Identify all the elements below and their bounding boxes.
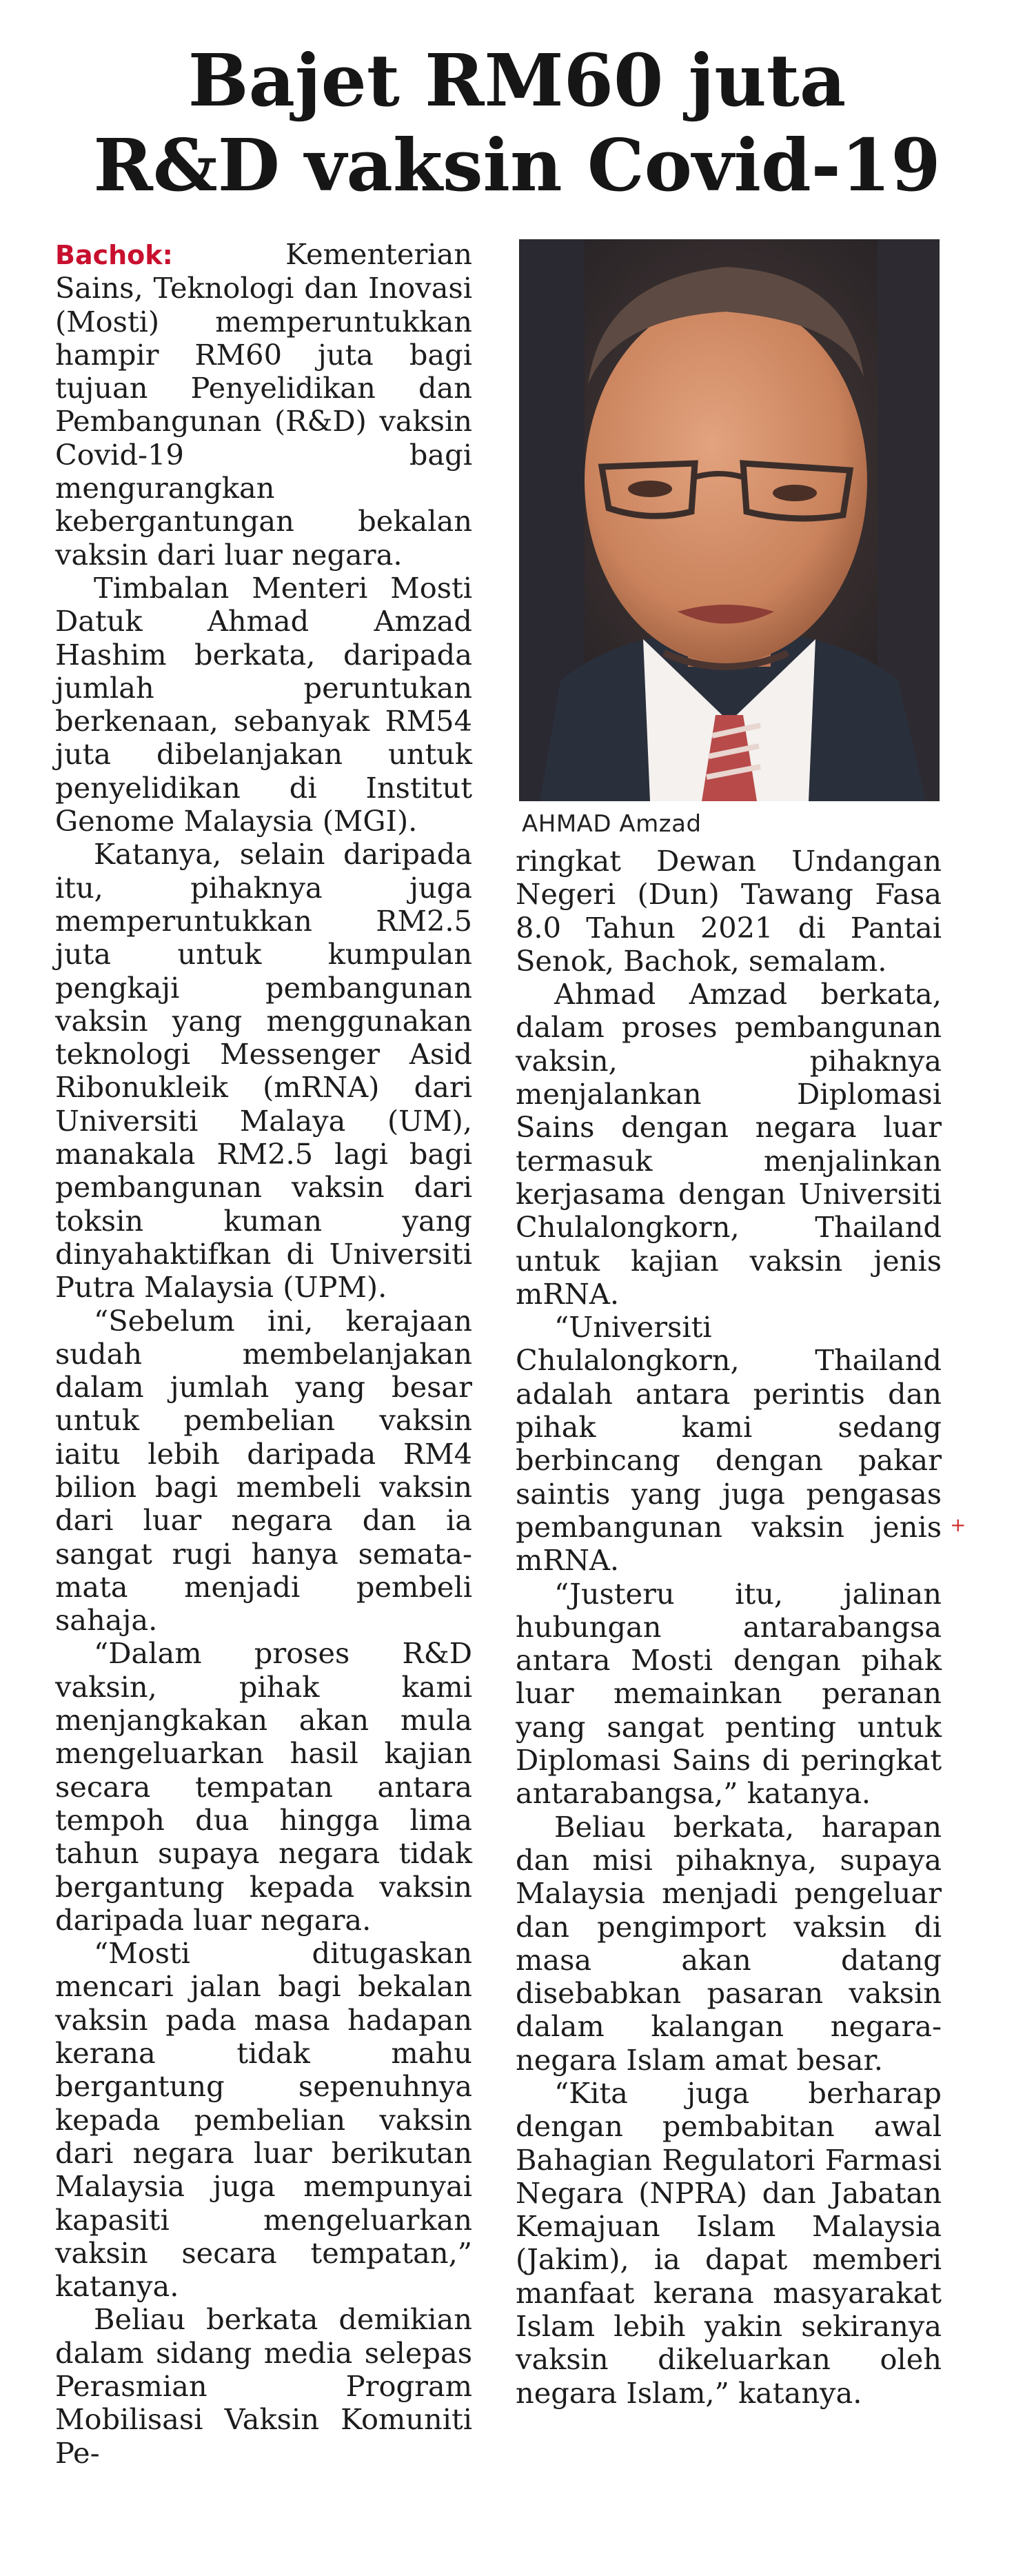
- paragraph: “Justeru itu, jalinan hubungan antarabangsa antara Mosti dengan pihak luar memainkan peranan yang sangat penting untuk Diplomasi Sains di peringkat antarabangsa,” katanya.: [516, 1576, 942, 1811]
- paragraph: Beliau berkata, harapan dan misi pihaknya, supaya Malaysia menjadi pengeluar dan pengimport vaksin di masa akan datang disebabkan pasaran vaksin dalam kalangan negara-negara Islam amat besar.: [516, 1809, 942, 2077]
- article-column-left: [55, 238, 472, 2470]
- photo-caption: AHMAD Amzad: [522, 810, 702, 838]
- paragraph: “Sebelum ini, kerajaan sudah membelanjakan dalam jumlah yang besar untuk pembelian vaksin iaitu lebih daripada RM4 bilion bagi membeli vaksin dari luar negara dan ia sangat rugi hanya semata-mata menjadi pembeli sahaja.: [55, 1303, 472, 1638]
- paragraph: Timbalan Menteri Mosti Datuk Ahmad Amzad Hashim berkata, daripada jumlah peruntukan berkenaan, sebanyak RM54 juta dibelanjakan untuk penyelidikan di Institut Genome Malaysia (MGI).: [55, 570, 472, 838]
- headline-line-2: R&D vaksin Covid-19: [93, 123, 941, 208]
- paragraph: “Universiti Chulalongkorn, Thailand adalah antara perintis dan pihak kami sedang berbincang dengan pakar saintis yang juga pengasas pembangunan vaksin jenis mRNA.: [516, 1310, 942, 1578]
- paragraph: Katanya, selain daripada itu, pihaknya juga memperuntukkan RM2.5 juta untuk kumpulan pengkaji pembangunan vaksin yang menggunakan teknologi Messenger Asid Ribonukleik (mRNA) dari Universiti Malaya (UM), manakala RM2.5 lagi bagi pembangunan vaksin dari toksin kuman yang dinyahaktifkan di Universiti Putra Malaysia (UPM).: [55, 837, 472, 1305]
- paragraph: Ahmad Amzad berkata, dalam proses pembangunan vaksin, pihaknya menjalankan Diplomasi Sains dengan negara luar termasuk menjalinkan kerjasama dengan Universiti Chulalongkorn, Thailand untuk kajian vaksin jenis mRNA.: [516, 977, 942, 1311]
- article-column-right: [516, 845, 942, 2410]
- paragraph: “Dalam proses R&D vaksin, pihak kami menjangkakan akan mula mengeluarkan hasil kajian secara tempatan antara tempoh dua hingga lima tahun supaya negara tidak bergantung kepada vaksin daripada luar negara.: [55, 1636, 472, 1937]
- paragraph: ringkat Dewan Undangan Negeri (Dun) Tawang Fasa 8.0 Tahun 2021 di Pantai Senok, Bachok, semalam.: [516, 844, 942, 978]
- paragraph: “Kita juga berharap dengan pembabitan awal Bahagian Regulatori Farmasi Negara (NPRA) dan Jabatan Kemajuan Islam Malaysia (Jakim), ia dapat memberi manfaat kerana masyarakat Islam lebih yakin sekiranya vaksin dikeluarkan oleh negara Islam,” katanya.: [516, 2075, 942, 2410]
- registration-mark: +: [950, 1513, 966, 1536]
- portrait-photo: [519, 239, 940, 801]
- dateline: Bachok:: [55, 240, 173, 270]
- paragraph: Beliau berkata demikian dalam sidang media selepas Perasmian Program Mobilisasi Vaksin Komuniti Pe-: [55, 2302, 472, 2470]
- paragraph: “Mosti ditugaskan mencari jalan bagi bekalan vaksin pada masa hadapan kerana tidak mahu bergantung sepenuhnya kepada pembelian vaksin dari negara luar berikutan Malaysia juga mempunyai kapasiti mengeluarkan vaksin secara tempatan,” katanya.: [55, 1936, 472, 2304]
- headline: [28, 38, 1006, 208]
- portrait-illustration: [519, 239, 940, 801]
- headline-line-1: Bajet RM60 juta: [187, 38, 847, 123]
- paragraph: Bachok: Kementerian Sains, Teknologi dan Inovasi (Mosti) memperuntukkan hampir RM60 juta bagi tujuan Penyelidikan dan Pembangunan (R&D) vaksin Covid-19 bagi mengurangkan kebergantungan bekalan vaksin dari luar negara.: [55, 237, 472, 572]
